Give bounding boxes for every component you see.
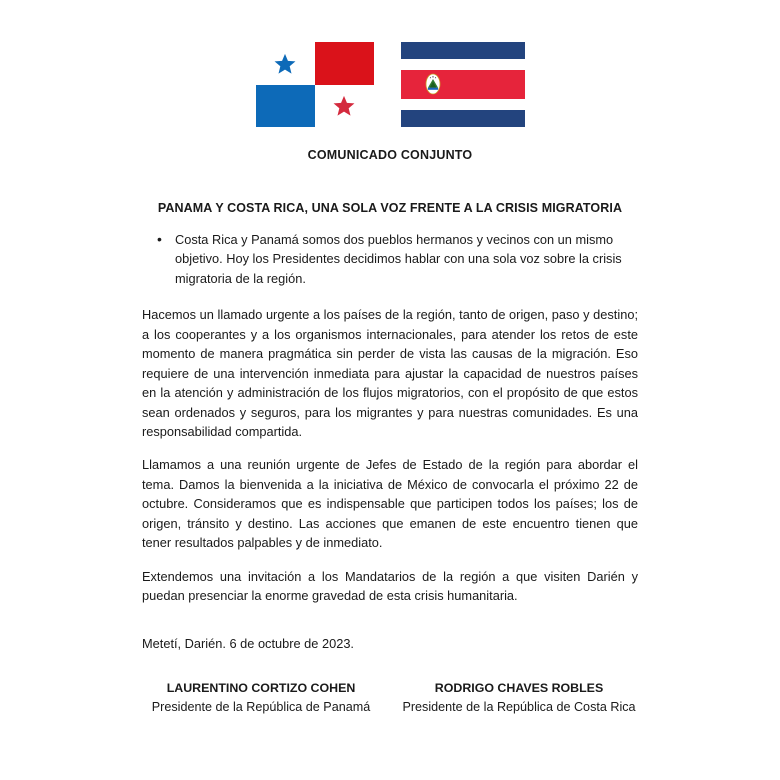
signature-block-panama: [142, 679, 380, 717]
panama-flag: [256, 42, 374, 127]
paragraph-1: Hacemos un llamado urgente a los países de la región, tanto de origen, paso y destino; a los cooperantes y a los organismos internacionales, para atender los retos de este momento de manera pragmática sin perder de vista las causas de la migración. Eso requiere de una intervención inmediata para ajustar la capacidad de nuestros países en la atención y administración de los flujos migratorios, con el propósito de que estos sean ordenados y seguros, para los migrantes y para nuestras comunidades. Es una responsabilidad compartida.: [142, 307, 638, 439]
costa-rica-flag-band-white-top: [401, 59, 525, 70]
paragraph-3: Extendemos una invitación a los Mandatarios de la región a que visiten Darién y puedan presenciar la enorme gravedad de esta crisis humanitaria.: [142, 568, 638, 603]
signature-block-costa-rica: [400, 679, 638, 717]
blue-star-icon: [274, 53, 296, 75]
costa-rica-flag-band-white-bottom: [401, 99, 525, 110]
coat-of-arms-icon: [425, 74, 441, 95]
signer-name: LAURENTINO CORTIZO COHEN: [166, 681, 356, 695]
dateline: Metetí, Darién. 6 de octubre de 2023.: [142, 636, 354, 652]
signature-block-row: [142, 679, 638, 717]
panama-flag-quadrant-bottom-left: [256, 85, 315, 128]
signer-role: Presidente de la República de Costa Rica: [402, 699, 636, 714]
costa-rica-flag: [401, 42, 525, 127]
costa-rica-flag-band-navy-top: [401, 42, 525, 59]
page-subtitle: PANAMA Y COSTA RICA, UNA SOLA VOZ FRENTE A LA CRISIS MIGRATORIA: [157, 201, 623, 215]
page-title: COMUNICADO CONJUNTO: [307, 148, 473, 162]
list-item: • Costa Rica y Panamá somos dos pueblos hermanos y vecinos con un mismo objetivo. Hoy los Presidentes decidimos hablar con una sola voz sobre la crisis migratoria de la región.: [142, 230, 638, 288]
signer-role: Presidente de la República de Panamá: [151, 699, 371, 714]
paragraph-2: Llamamos a una reunión urgente de Jefes de Estado de la región para abordar el tema. Damos la bienvenida a la iniciativa de México de convocarla el próximo 22 de octubre. Consideramos que es indispensable que participen todos los países; los de origen, tránsito y destino. Las acciones que emanen de este encuentro tienen que tener resultados palpables y de inmediato.: [142, 457, 638, 551]
costa-rica-flag-band-navy-bottom: [401, 110, 525, 127]
panama-flag-quadrant-top-right: [315, 42, 374, 85]
costa-rica-flag-band-red: [401, 70, 525, 99]
flags-header: [0, 42, 780, 127]
red-star-icon: [333, 95, 355, 117]
document-body: [142, 230, 638, 654]
signer-name: RODRIGO CHAVES ROBLES: [434, 681, 604, 695]
bullet-list: [142, 230, 638, 288]
